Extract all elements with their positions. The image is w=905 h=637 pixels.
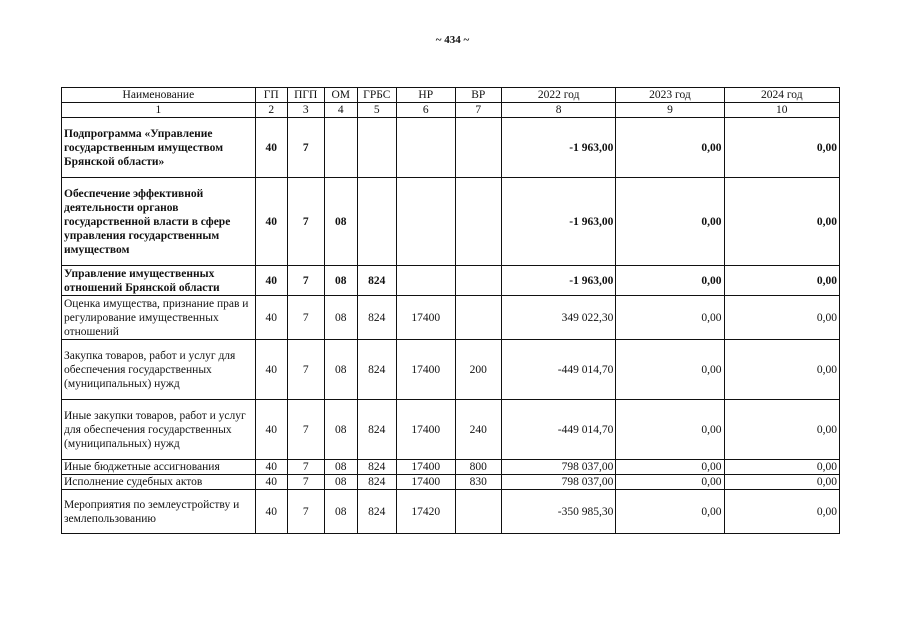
- cell-pgp: 7: [287, 296, 324, 340]
- header-2024: 2024 год: [724, 88, 839, 103]
- cell-nr: 17420: [396, 490, 455, 534]
- cell-2022: -1 963,00: [501, 118, 615, 178]
- cell-2023: 0,00: [616, 460, 724, 475]
- row-name: Закупка товаров, работ и услуг для обеспечения государственных (муниципальных) нужд: [62, 340, 256, 400]
- cell-vr: 240: [455, 400, 501, 460]
- column-number: 3: [287, 103, 324, 118]
- cell-pgp: 7: [287, 178, 324, 266]
- cell-grbs: [357, 178, 396, 266]
- cell-vr: [455, 296, 501, 340]
- cell-om: 08: [324, 178, 357, 266]
- cell-2024: 0,00: [724, 178, 839, 266]
- column-number: 7: [455, 103, 501, 118]
- cell-grbs: 824: [357, 340, 396, 400]
- cell-pgp: 7: [287, 490, 324, 534]
- column-number: 10: [724, 103, 839, 118]
- cell-gp: 40: [255, 460, 287, 475]
- header-name: Наименование: [62, 88, 256, 103]
- cell-2024: 0,00: [724, 118, 839, 178]
- cell-pgp: 7: [287, 400, 324, 460]
- table-row: [62, 475, 840, 490]
- cell-2023: 0,00: [616, 178, 724, 266]
- cell-2023: 0,00: [616, 340, 724, 400]
- cell-vr: 830: [455, 475, 501, 490]
- column-number: 5: [357, 103, 396, 118]
- column-number: 9: [616, 103, 724, 118]
- table-row: [62, 340, 840, 400]
- cell-vr: [455, 490, 501, 534]
- cell-om: 08: [324, 296, 357, 340]
- table-row: [62, 460, 840, 475]
- cell-2022: -350 985,30: [501, 490, 615, 534]
- cell-grbs: [357, 118, 396, 178]
- cell-om: 08: [324, 490, 357, 534]
- cell-gp: 40: [255, 296, 287, 340]
- header-2022: 2022 год: [501, 88, 615, 103]
- cell-2022: 798 037,00: [501, 475, 615, 490]
- cell-grbs: 824: [357, 266, 396, 296]
- cell-nr: 17400: [396, 340, 455, 400]
- row-name: Управление имущественных отношений Брянской области: [62, 266, 256, 296]
- column-number: 2: [255, 103, 287, 118]
- cell-2022: -449 014,70: [501, 340, 615, 400]
- cell-2023: 0,00: [616, 296, 724, 340]
- cell-nr: [396, 178, 455, 266]
- header-row: [62, 88, 840, 103]
- column-number: 1: [62, 103, 256, 118]
- header-2023: 2023 год: [616, 88, 724, 103]
- cell-vr: [455, 118, 501, 178]
- cell-nr: 17400: [396, 296, 455, 340]
- cell-grbs: 824: [357, 400, 396, 460]
- column-number-row: [62, 103, 840, 118]
- table-row: [62, 296, 840, 340]
- cell-2022: -449 014,70: [501, 400, 615, 460]
- cell-pgp: 7: [287, 475, 324, 490]
- cell-vr: [455, 266, 501, 296]
- cell-pgp: 7: [287, 460, 324, 475]
- cell-vr: [455, 178, 501, 266]
- column-number: 6: [396, 103, 455, 118]
- cell-pgp: 7: [287, 118, 324, 178]
- column-number: 8: [501, 103, 615, 118]
- cell-2022: 798 037,00: [501, 460, 615, 475]
- cell-2023: 0,00: [616, 490, 724, 534]
- cell-om: 08: [324, 266, 357, 296]
- cell-2023: 0,00: [616, 400, 724, 460]
- cell-2024: 0,00: [724, 490, 839, 534]
- table-row: [62, 266, 840, 296]
- cell-gp: 40: [255, 490, 287, 534]
- cell-vr: 800: [455, 460, 501, 475]
- row-name: Оценка имущества, признание прав и регулирование имущественных отношений: [62, 296, 256, 340]
- cell-grbs: 824: [357, 296, 396, 340]
- row-name: Иные закупки товаров, работ и услуг для обеспечения государственных (муниципальных) нужд: [62, 400, 256, 460]
- cell-2023: 0,00: [616, 475, 724, 490]
- row-name: Обеспечение эффективной деятельности органов государственной власти в сфере управления государственным имуществом: [62, 178, 256, 266]
- table-row: [62, 400, 840, 460]
- column-number: 4: [324, 103, 357, 118]
- row-name: Мероприятия по землеустройству и землепользованию: [62, 490, 256, 534]
- cell-2024: 0,00: [724, 340, 839, 400]
- cell-2024: 0,00: [724, 266, 839, 296]
- cell-vr: 200: [455, 340, 501, 400]
- cell-gp: 40: [255, 178, 287, 266]
- header-gp: ГП: [255, 88, 287, 103]
- cell-gp: 40: [255, 400, 287, 460]
- cell-grbs: 824: [357, 475, 396, 490]
- table-row: [62, 178, 840, 266]
- cell-om: 08: [324, 475, 357, 490]
- cell-2024: 0,00: [724, 475, 839, 490]
- table-body: [62, 118, 840, 534]
- cell-om: 08: [324, 400, 357, 460]
- budget-table: [61, 87, 840, 534]
- cell-2024: 0,00: [724, 296, 839, 340]
- page-number: ~ 434 ~: [435, 34, 470, 46]
- cell-2022: 349 022,30: [501, 296, 615, 340]
- cell-pgp: 7: [287, 340, 324, 400]
- cell-2023: 0,00: [616, 266, 724, 296]
- header-vr: ВР: [455, 88, 501, 103]
- cell-grbs: 824: [357, 490, 396, 534]
- cell-gp: 40: [255, 118, 287, 178]
- row-name: Иные бюджетные ассигнования: [62, 460, 256, 475]
- header-grbs: ГРБС: [357, 88, 396, 103]
- cell-om: 08: [324, 460, 357, 475]
- cell-pgp: 7: [287, 266, 324, 296]
- cell-gp: 40: [255, 340, 287, 400]
- row-name: Подпрограмма «Управление государственным имуществом Брянской области»: [62, 118, 256, 178]
- cell-gp: 40: [255, 266, 287, 296]
- header-pgp: ПГП: [287, 88, 324, 103]
- cell-om: [324, 118, 357, 178]
- cell-nr: 17400: [396, 400, 455, 460]
- cell-2022: -1 963,00: [501, 266, 615, 296]
- cell-nr: 17400: [396, 460, 455, 475]
- table-row: [62, 118, 840, 178]
- cell-2023: 0,00: [616, 118, 724, 178]
- header-nr: НР: [396, 88, 455, 103]
- header-om: ОМ: [324, 88, 357, 103]
- cell-2024: 0,00: [724, 400, 839, 460]
- cell-nr: [396, 266, 455, 296]
- table-row: [62, 490, 840, 534]
- row-name: Исполнение судебных актов: [62, 475, 256, 490]
- cell-gp: 40: [255, 475, 287, 490]
- cell-2024: 0,00: [724, 460, 839, 475]
- cell-om: 08: [324, 340, 357, 400]
- cell-nr: 17400: [396, 475, 455, 490]
- cell-nr: [396, 118, 455, 178]
- cell-2022: -1 963,00: [501, 178, 615, 266]
- cell-grbs: 824: [357, 460, 396, 475]
